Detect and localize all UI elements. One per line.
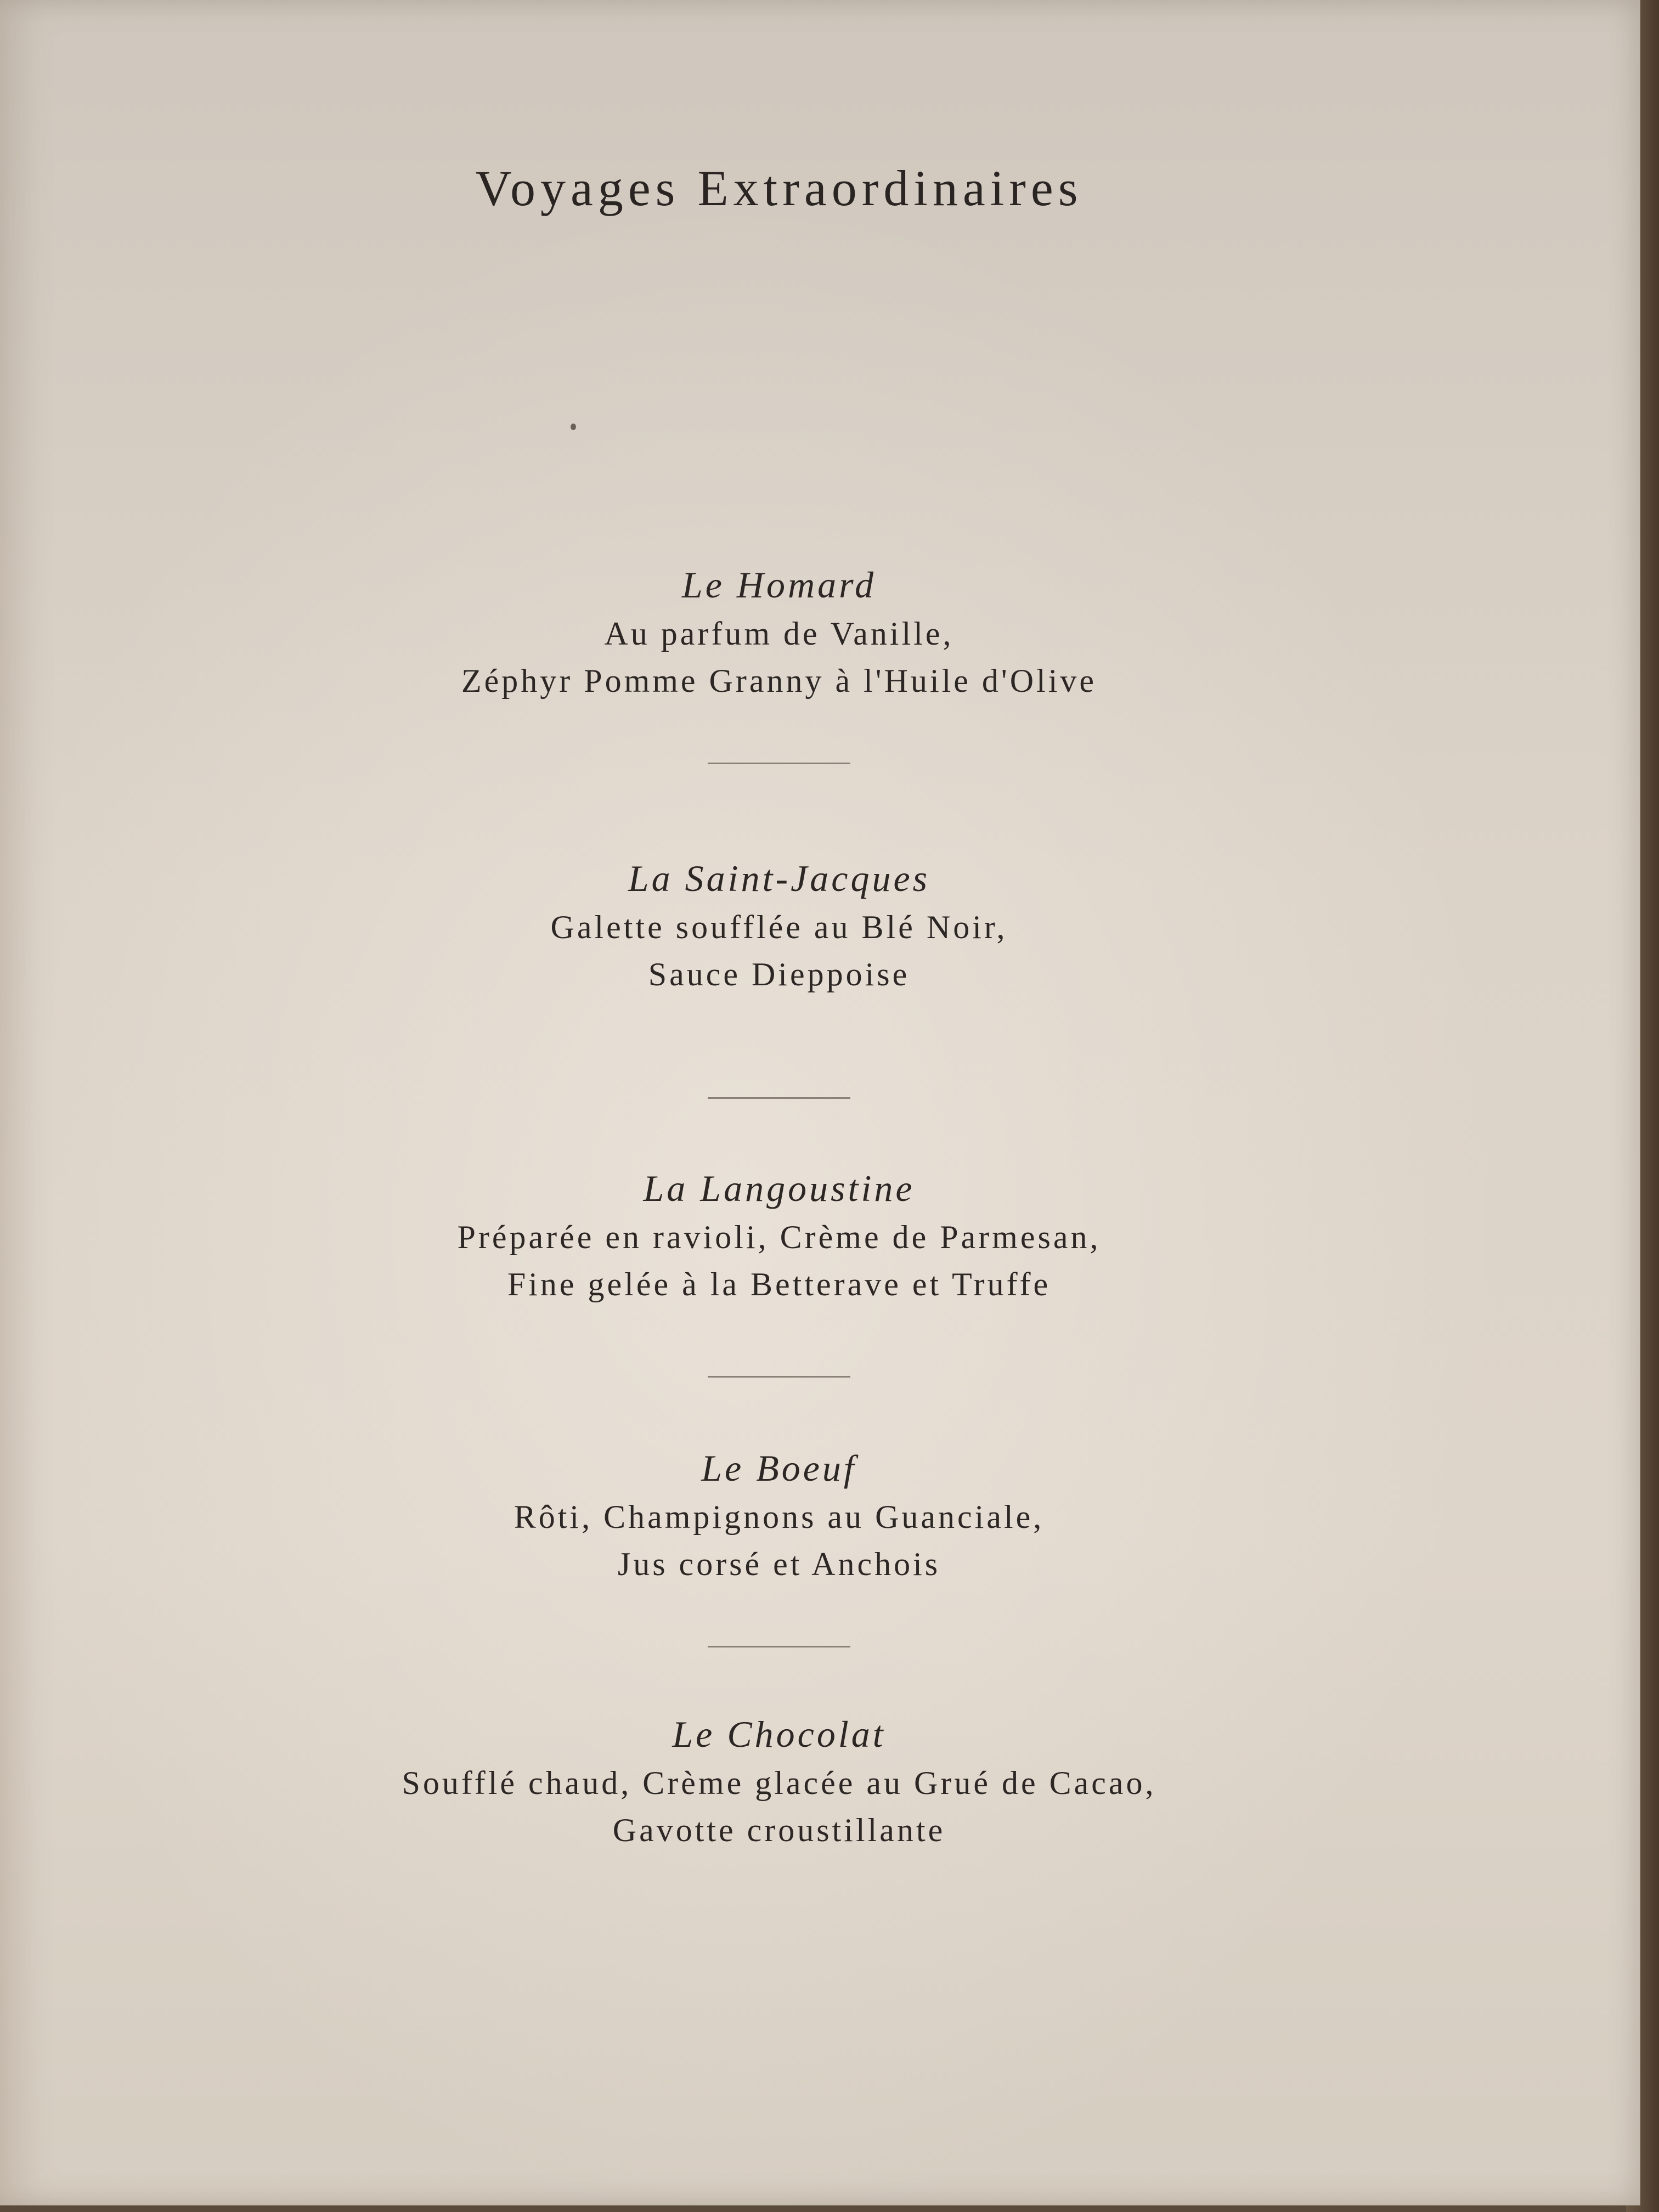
- course-saint-jacques: [0, 853, 1558, 998]
- course-homard: [0, 560, 1558, 704]
- course-chocolat: [0, 1709, 1558, 1854]
- course-description-line: Zéphyr Pomme Granny à l'Huile d'Olive: [461, 663, 1097, 699]
- course-name: Le Chocolat: [672, 1713, 886, 1755]
- course-description-line: Préparée en ravioli, Crème de Parmesan,: [457, 1219, 1101, 1255]
- course-description-line: Gavotte croustillante: [612, 1812, 946, 1848]
- course-name: La Saint-Jacques: [628, 857, 930, 899]
- course-description-line: Rôti, Champignons au Guanciale,: [514, 1499, 1045, 1535]
- course-divider: [708, 1376, 850, 1378]
- course-description-line: Sauce Dieppoise: [648, 956, 910, 992]
- course-name: Le Homard: [681, 564, 877, 606]
- course-divider: [708, 763, 850, 764]
- menu-title: Voyages Extraordinaires: [475, 160, 1083, 216]
- course-name: La Langoustine: [643, 1167, 915, 1209]
- course-name: Le Boeuf: [701, 1447, 857, 1489]
- course-description-line: Soufflé chaud, Crème glacée au Grué de Cacao,: [402, 1765, 1156, 1801]
- course-description-line: Galette soufflée au Blé Noir,: [550, 909, 1008, 945]
- course-boeuf: [0, 1443, 1558, 1588]
- paper-speck: [571, 424, 576, 430]
- course-divider: [708, 1646, 850, 1647]
- course-langoustine: [0, 1163, 1558, 1308]
- course-divider: [708, 1097, 850, 1099]
- course-description-line: Jus corsé et Anchois: [617, 1546, 941, 1582]
- course-description-line: Fine gelée à la Betterave et Truffe: [507, 1266, 1051, 1302]
- course-description-line: Au parfum de Vanille,: [604, 616, 954, 652]
